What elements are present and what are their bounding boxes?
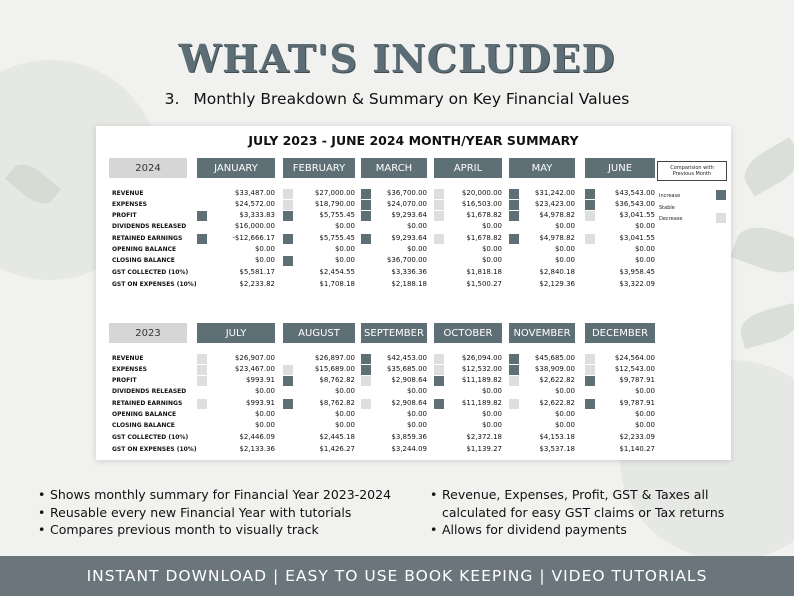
decrease-indicator bbox=[197, 399, 207, 409]
row-label: PROFIT bbox=[112, 212, 137, 219]
value-cell: $1,139.27 bbox=[466, 445, 502, 453]
value-cell: $33,487.00 bbox=[234, 189, 275, 197]
value-cell: $0.00 bbox=[554, 387, 575, 395]
value-cell: $5,755.45 bbox=[319, 211, 355, 219]
decrease-indicator bbox=[509, 376, 519, 386]
page-title: WHAT'S INCLUDED bbox=[178, 36, 616, 81]
decrease-indicator bbox=[434, 354, 444, 364]
decrease-indicator bbox=[434, 234, 444, 244]
decrease-indicator bbox=[361, 376, 371, 386]
row-label: OPENING BALANCE bbox=[112, 411, 177, 418]
value-cell: $0.00 bbox=[406, 387, 427, 395]
decrease-indicator bbox=[585, 211, 595, 221]
value-cell: $3,333.83 bbox=[239, 211, 275, 219]
value-cell: $42,453.00 bbox=[386, 354, 427, 362]
value-cell: $0.00 bbox=[634, 245, 655, 253]
month-header: OCTOBER bbox=[434, 323, 502, 343]
value-cell: $0.00 bbox=[406, 222, 427, 230]
value-cell: $27,000.00 bbox=[314, 189, 355, 197]
decrease-indicator bbox=[585, 354, 595, 364]
value-cell: $35,685.00 bbox=[386, 365, 427, 373]
row-label: GST ON EXPENSES (10%) bbox=[112, 446, 197, 453]
decrease-indicator bbox=[197, 365, 207, 375]
increase-indicator bbox=[361, 189, 371, 199]
value-cell: $0.00 bbox=[334, 256, 355, 264]
value-cell: $0.00 bbox=[554, 245, 575, 253]
value-cell: $0.00 bbox=[634, 387, 655, 395]
value-cell: $1,426.27 bbox=[319, 445, 355, 453]
value-cell: $0.00 bbox=[254, 421, 275, 429]
decrease-indicator bbox=[283, 200, 293, 210]
value-cell: $43,543.00 bbox=[614, 189, 655, 197]
row-label: GST ON EXPENSES (10%) bbox=[112, 281, 197, 288]
legend-increase-label: Increase bbox=[659, 193, 681, 199]
increase-indicator bbox=[283, 211, 293, 221]
feature-list-right bbox=[430, 486, 760, 539]
summary-block-2023 bbox=[96, 323, 731, 488]
increase-indicator bbox=[197, 234, 207, 244]
value-cell: $2,840.18 bbox=[539, 268, 575, 276]
increase-indicator bbox=[509, 211, 519, 221]
value-cell: $23,423.00 bbox=[534, 200, 575, 208]
subtitle-text: Monthly Breakdown & Summary on Key Financial Values bbox=[193, 90, 630, 108]
value-cell: $993.91 bbox=[246, 399, 275, 407]
value-cell: $24,572.00 bbox=[234, 200, 275, 208]
value-cell: $11,189.82 bbox=[461, 376, 502, 384]
value-cell: $26,907.00 bbox=[234, 354, 275, 362]
month-header: SEPTEMBER bbox=[361, 323, 427, 343]
row-label: RETAINED EARNINGS bbox=[112, 235, 183, 242]
row-label: REVENUE bbox=[112, 355, 144, 362]
value-cell: $24,564.00 bbox=[614, 354, 655, 362]
increase-indicator bbox=[361, 365, 371, 375]
legend-stable-swatch bbox=[716, 202, 726, 212]
value-cell: $0.00 bbox=[334, 410, 355, 418]
value-cell: $12,532.00 bbox=[461, 365, 502, 373]
value-cell: $3,336.36 bbox=[391, 268, 427, 276]
value-cell: $23,467.00 bbox=[234, 365, 275, 373]
decrease-indicator bbox=[585, 234, 595, 244]
legend-heading: Comparision with Previous Month bbox=[657, 161, 727, 181]
value-cell: $3,244.09 bbox=[391, 445, 427, 453]
value-cell: $1,500.27 bbox=[466, 280, 502, 288]
value-cell: $18,790.00 bbox=[314, 200, 355, 208]
page-subtitle bbox=[0, 90, 794, 108]
value-cell: $24,070.00 bbox=[386, 200, 427, 208]
feature-item: • Compares previous month to visually track bbox=[38, 521, 418, 539]
value-cell: $0.00 bbox=[481, 222, 502, 230]
row-label: PROFIT bbox=[112, 377, 137, 384]
value-cell: $26,897.00 bbox=[314, 354, 355, 362]
value-cell: $36,700.00 bbox=[386, 256, 427, 264]
feature-item: • Shows monthly summary for Financial Year 2023-2024 bbox=[38, 486, 418, 504]
decrease-indicator bbox=[197, 354, 207, 364]
value-cell: $5,581.17 bbox=[239, 268, 275, 276]
value-cell: $38,909.00 bbox=[534, 365, 575, 373]
plant-leaf-decoration bbox=[737, 303, 794, 349]
value-cell: $3,322.09 bbox=[619, 280, 655, 288]
value-cell: $0.00 bbox=[634, 222, 655, 230]
value-cell: $11,189.82 bbox=[461, 399, 502, 407]
increase-indicator bbox=[509, 200, 519, 210]
decrease-indicator bbox=[434, 211, 444, 221]
value-cell: $0.00 bbox=[634, 421, 655, 429]
sheet-title: JULY 2023 - JUNE 2024 MONTH/YEAR SUMMARY bbox=[248, 133, 579, 148]
increase-indicator bbox=[283, 376, 293, 386]
increase-indicator bbox=[585, 399, 595, 409]
value-cell: $8,762.82 bbox=[319, 399, 355, 407]
value-cell: $2,372.18 bbox=[466, 433, 502, 441]
value-cell: $26,094.00 bbox=[461, 354, 502, 362]
increase-indicator bbox=[361, 200, 371, 210]
row-label: EXPENSES bbox=[112, 366, 147, 373]
value-cell: $2,908.64 bbox=[391, 399, 427, 407]
value-cell: $2,908.64 bbox=[391, 376, 427, 384]
decrease-indicator bbox=[434, 365, 444, 375]
value-cell: $4,153.18 bbox=[539, 433, 575, 441]
feature-list-left bbox=[38, 486, 418, 539]
month-header: JANUARY bbox=[197, 158, 275, 178]
value-cell: $0.00 bbox=[554, 222, 575, 230]
value-cell: $0.00 bbox=[254, 387, 275, 395]
value-cell: $2,622.82 bbox=[539, 399, 575, 407]
value-cell: $0.00 bbox=[254, 410, 275, 418]
value-cell: $0.00 bbox=[481, 256, 502, 264]
value-cell: $2,133.36 bbox=[239, 445, 275, 453]
decrease-indicator bbox=[283, 365, 293, 375]
increase-indicator bbox=[585, 189, 595, 199]
increase-indicator bbox=[509, 234, 519, 244]
row-label: CLOSING BALANCE bbox=[112, 422, 175, 429]
legend-increase-swatch bbox=[716, 190, 726, 200]
value-cell: -$12,666.17 bbox=[232, 234, 275, 242]
feature-item: • Revenue, Expenses, Profit, GST & Taxes all calculated for easy GST claims or Tax returns bbox=[430, 486, 760, 521]
value-cell: $0.00 bbox=[554, 421, 575, 429]
decrease-indicator bbox=[361, 399, 371, 409]
summary-block-2024 bbox=[96, 158, 731, 323]
value-cell: $3,537.18 bbox=[539, 445, 575, 453]
increase-indicator bbox=[434, 399, 444, 409]
row-label: GST COLLECTED (10%) bbox=[112, 269, 189, 276]
value-cell: $0.00 bbox=[406, 245, 427, 253]
value-cell: $0.00 bbox=[481, 387, 502, 395]
increase-indicator bbox=[283, 256, 293, 266]
value-cell: $45,685.00 bbox=[534, 354, 575, 362]
increase-indicator bbox=[585, 376, 595, 386]
value-cell: $1,678.82 bbox=[466, 211, 502, 219]
row-label: DIVIDENDS RELEASED bbox=[112, 223, 187, 230]
value-cell: $8,762.82 bbox=[319, 376, 355, 384]
month-header: DECEMBER bbox=[585, 323, 655, 343]
value-cell: $3,041.55 bbox=[619, 234, 655, 242]
increase-indicator bbox=[361, 234, 371, 244]
month-header: APRIL bbox=[434, 158, 502, 178]
value-cell: $993.91 bbox=[246, 376, 275, 384]
value-cell: $1,818.18 bbox=[466, 268, 502, 276]
feature-item: • Reusable every new Financial Year with tutorials bbox=[38, 504, 418, 522]
value-cell: $1,708.18 bbox=[319, 280, 355, 288]
value-cell: $36,543.00 bbox=[614, 200, 655, 208]
value-cell: $2,445.18 bbox=[319, 433, 355, 441]
decrease-indicator bbox=[434, 189, 444, 199]
row-label: RETAINED EARNINGS bbox=[112, 400, 183, 407]
value-cell: $3,958.45 bbox=[619, 268, 655, 276]
value-cell: $16,503.00 bbox=[461, 200, 502, 208]
increase-indicator bbox=[361, 354, 371, 364]
value-cell: $31,242.00 bbox=[534, 189, 575, 197]
increase-indicator bbox=[197, 211, 207, 221]
value-cell: $0.00 bbox=[334, 421, 355, 429]
value-cell: $1,678.82 bbox=[466, 234, 502, 242]
month-header: MARCH bbox=[361, 158, 427, 178]
value-cell: $0.00 bbox=[481, 410, 502, 418]
value-cell: $0.00 bbox=[481, 421, 502, 429]
row-label: DIVIDENDS RELEASED bbox=[112, 388, 187, 395]
increase-indicator bbox=[283, 399, 293, 409]
month-header: FEBRUARY bbox=[283, 158, 355, 178]
value-cell: $0.00 bbox=[634, 256, 655, 264]
value-cell: $1,140.27 bbox=[619, 445, 655, 453]
value-cell: $3,041.55 bbox=[619, 211, 655, 219]
value-cell: $15,689.00 bbox=[314, 365, 355, 373]
value-cell: $0.00 bbox=[554, 410, 575, 418]
feature-item: • Allows for dividend payments bbox=[430, 521, 760, 539]
value-cell: $2,446.09 bbox=[239, 433, 275, 441]
increase-indicator bbox=[585, 200, 595, 210]
year-label: 2024 bbox=[109, 158, 187, 178]
month-header: AUGUST bbox=[283, 323, 355, 343]
increase-indicator bbox=[434, 376, 444, 386]
value-cell: $0.00 bbox=[634, 410, 655, 418]
value-cell: $9,787.91 bbox=[619, 376, 655, 384]
plant-leaf-decoration bbox=[730, 219, 794, 281]
month-header: JUNE bbox=[585, 158, 655, 178]
value-cell: $2,233.82 bbox=[239, 280, 275, 288]
decrease-indicator bbox=[283, 189, 293, 199]
row-label: REVENUE bbox=[112, 190, 144, 197]
decrease-indicator bbox=[434, 200, 444, 210]
increase-indicator bbox=[361, 211, 371, 221]
value-cell: $2,622.82 bbox=[539, 376, 575, 384]
footer-banner: INSTANT DOWNLOAD | EASY TO USE BOOK KEEPING | VIDEO TUTORIALS bbox=[0, 556, 794, 596]
decrease-indicator bbox=[585, 365, 595, 375]
year-label: 2023 bbox=[109, 323, 187, 343]
value-cell: $9,293.64 bbox=[391, 211, 427, 219]
increase-indicator bbox=[509, 189, 519, 199]
month-header: MAY bbox=[509, 158, 575, 178]
summary-sheet bbox=[96, 126, 731, 460]
month-header: JULY bbox=[197, 323, 275, 343]
value-cell: $5,755.45 bbox=[319, 234, 355, 242]
value-cell: $4,978.82 bbox=[539, 234, 575, 242]
value-cell: $2,129.36 bbox=[539, 280, 575, 288]
row-label: EXPENSES bbox=[112, 201, 147, 208]
value-cell: $9,293.64 bbox=[391, 234, 427, 242]
row-label: CLOSING BALANCE bbox=[112, 257, 175, 264]
increase-indicator bbox=[509, 354, 519, 364]
value-cell: $2,233.09 bbox=[619, 433, 655, 441]
increase-indicator bbox=[509, 365, 519, 375]
value-cell: $4,978.82 bbox=[539, 211, 575, 219]
legend-decrease-label: Decrease bbox=[659, 216, 683, 222]
value-cell: $0.00 bbox=[334, 222, 355, 230]
value-cell: $9,787.91 bbox=[619, 399, 655, 407]
value-cell: $36,700.00 bbox=[386, 189, 427, 197]
value-cell: $0.00 bbox=[406, 410, 427, 418]
value-cell: $2,454.55 bbox=[319, 268, 355, 276]
row-label: GST COLLECTED (10%) bbox=[112, 434, 189, 441]
increase-indicator bbox=[283, 234, 293, 244]
value-cell: $0.00 bbox=[254, 245, 275, 253]
value-cell: $20,000.00 bbox=[461, 189, 502, 197]
value-cell: $16,000.00 bbox=[234, 222, 275, 230]
value-cell: $0.00 bbox=[481, 245, 502, 253]
value-cell: $12,543.00 bbox=[614, 365, 655, 373]
legend-decrease-swatch bbox=[716, 213, 726, 223]
value-cell: $0.00 bbox=[254, 256, 275, 264]
plant-leaf-decoration bbox=[738, 137, 794, 196]
decrease-indicator bbox=[509, 399, 519, 409]
legend-stable-label: Stable bbox=[659, 205, 675, 211]
month-header: NOVEMBER bbox=[509, 323, 575, 343]
subtitle-number: 3. bbox=[164, 90, 180, 108]
value-cell: $2,188.18 bbox=[391, 280, 427, 288]
value-cell: $0.00 bbox=[334, 245, 355, 253]
value-cell: $3,859.36 bbox=[391, 433, 427, 441]
decrease-indicator bbox=[197, 376, 207, 386]
value-cell: $0.00 bbox=[554, 256, 575, 264]
value-cell: $0.00 bbox=[334, 387, 355, 395]
row-label: OPENING BALANCE bbox=[112, 246, 177, 253]
value-cell: $0.00 bbox=[406, 421, 427, 429]
